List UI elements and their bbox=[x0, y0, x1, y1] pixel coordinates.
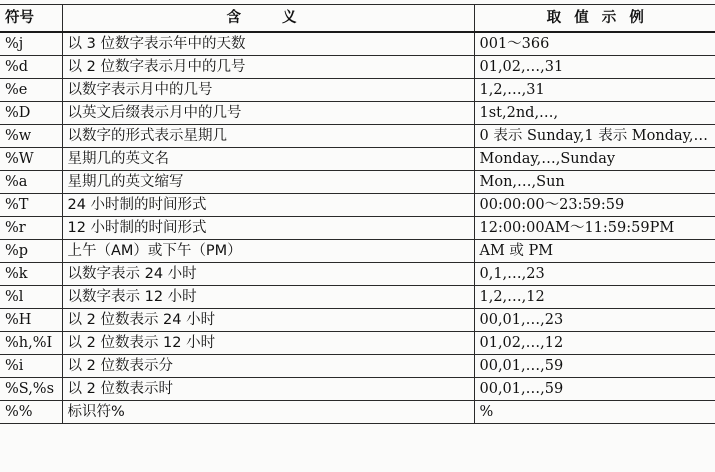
example-cell: 01,02,…,12 bbox=[474, 332, 715, 355]
table-body bbox=[0, 32, 715, 424]
symbol-cell: %h,%I bbox=[0, 332, 62, 355]
example-cell: 00,01,…,59 bbox=[474, 355, 715, 378]
symbol-cell: %H bbox=[0, 309, 62, 332]
meaning-cell: 星期几的英文名 bbox=[62, 148, 474, 171]
example-cell: 00:00:00～23:59:59 bbox=[474, 194, 715, 217]
symbol-cell: %w bbox=[0, 125, 62, 148]
symbol-cell: %r bbox=[0, 217, 62, 240]
meaning-cell: 以 2 位数表示分 bbox=[62, 355, 474, 378]
example-cell: 1st,2nd,…, bbox=[474, 102, 715, 125]
meaning-cell: 24 小时制的时间形式 bbox=[62, 194, 474, 217]
example-cell: 1,2,…,31 bbox=[474, 79, 715, 102]
meaning-cell: 以 3 位数字表示年中的天数 bbox=[62, 32, 474, 56]
table-row bbox=[0, 263, 715, 286]
symbol-cell: %W bbox=[0, 148, 62, 171]
meaning-cell: 标识符% bbox=[62, 401, 474, 424]
meaning-cell: 以数字的形式表示星期几 bbox=[62, 125, 474, 148]
table-row bbox=[0, 401, 715, 424]
example-cell: % bbox=[474, 401, 715, 424]
table-header-row bbox=[0, 5, 715, 33]
table-row bbox=[0, 79, 715, 102]
symbol-cell: %S,%s bbox=[0, 378, 62, 401]
table-row bbox=[0, 171, 715, 194]
table-row bbox=[0, 378, 715, 401]
example-cell: 12:00:00AM～11:59:59PM bbox=[474, 217, 715, 240]
meaning-cell: 以 2 位数字表示月中的几号 bbox=[62, 56, 474, 79]
meaning-cell: 以 2 位数表示时 bbox=[62, 378, 474, 401]
example-cell: AM 或 PM bbox=[474, 240, 715, 263]
header-meaning: 含 义 bbox=[62, 5, 474, 33]
example-cell: Monday,…,Sunday bbox=[474, 148, 715, 171]
meaning-cell: 12 小时制的时间形式 bbox=[62, 217, 474, 240]
table-row bbox=[0, 332, 715, 355]
example-cell: 0,1,…,23 bbox=[474, 263, 715, 286]
table-row bbox=[0, 240, 715, 263]
meaning-cell: 以数字表示 12 小时 bbox=[62, 286, 474, 309]
table-row bbox=[0, 286, 715, 309]
symbol-cell: %% bbox=[0, 401, 62, 424]
table-row bbox=[0, 56, 715, 79]
example-cell: 001～366 bbox=[474, 32, 715, 56]
table-row bbox=[0, 309, 715, 332]
header-example: 取 值 示 例 bbox=[474, 5, 715, 33]
meaning-cell: 以数字表示 24 小时 bbox=[62, 263, 474, 286]
example-cell: 1,2,…,12 bbox=[474, 286, 715, 309]
symbol-cell: %i bbox=[0, 355, 62, 378]
example-cell: 00,01,…,59 bbox=[474, 378, 715, 401]
meaning-cell: 以英文后缀表示月中的几号 bbox=[62, 102, 474, 125]
symbol-cell: %k bbox=[0, 263, 62, 286]
symbol-cell: %d bbox=[0, 56, 62, 79]
symbol-cell: %l bbox=[0, 286, 62, 309]
date-format-table bbox=[0, 4, 715, 424]
symbol-cell: %D bbox=[0, 102, 62, 125]
example-cell: 01,02,…,31 bbox=[474, 56, 715, 79]
header-symbol: 符号 bbox=[0, 5, 62, 33]
meaning-cell: 星期几的英文缩写 bbox=[62, 171, 474, 194]
symbol-cell: %T bbox=[0, 194, 62, 217]
meaning-cell: 上午（AM）或下午（PM） bbox=[62, 240, 474, 263]
symbol-cell: %j bbox=[0, 32, 62, 56]
example-cell: Mon,…,Sun bbox=[474, 171, 715, 194]
meaning-cell: 以 2 位数表示 12 小时 bbox=[62, 332, 474, 355]
table-row bbox=[0, 217, 715, 240]
meaning-cell: 以 2 位数表示 24 小时 bbox=[62, 309, 474, 332]
table-row bbox=[0, 148, 715, 171]
table-row bbox=[0, 355, 715, 378]
symbol-cell: %e bbox=[0, 79, 62, 102]
table-row bbox=[0, 194, 715, 217]
table-row bbox=[0, 32, 715, 56]
symbol-cell: %a bbox=[0, 171, 62, 194]
table-row bbox=[0, 125, 715, 148]
meaning-cell: 以数字表示月中的几号 bbox=[62, 79, 474, 102]
example-cell: 0 表示 Sunday,1 表示 Monday,… bbox=[474, 125, 715, 148]
symbol-cell: %p bbox=[0, 240, 62, 263]
example-cell: 00,01,…,23 bbox=[474, 309, 715, 332]
table-row bbox=[0, 102, 715, 125]
